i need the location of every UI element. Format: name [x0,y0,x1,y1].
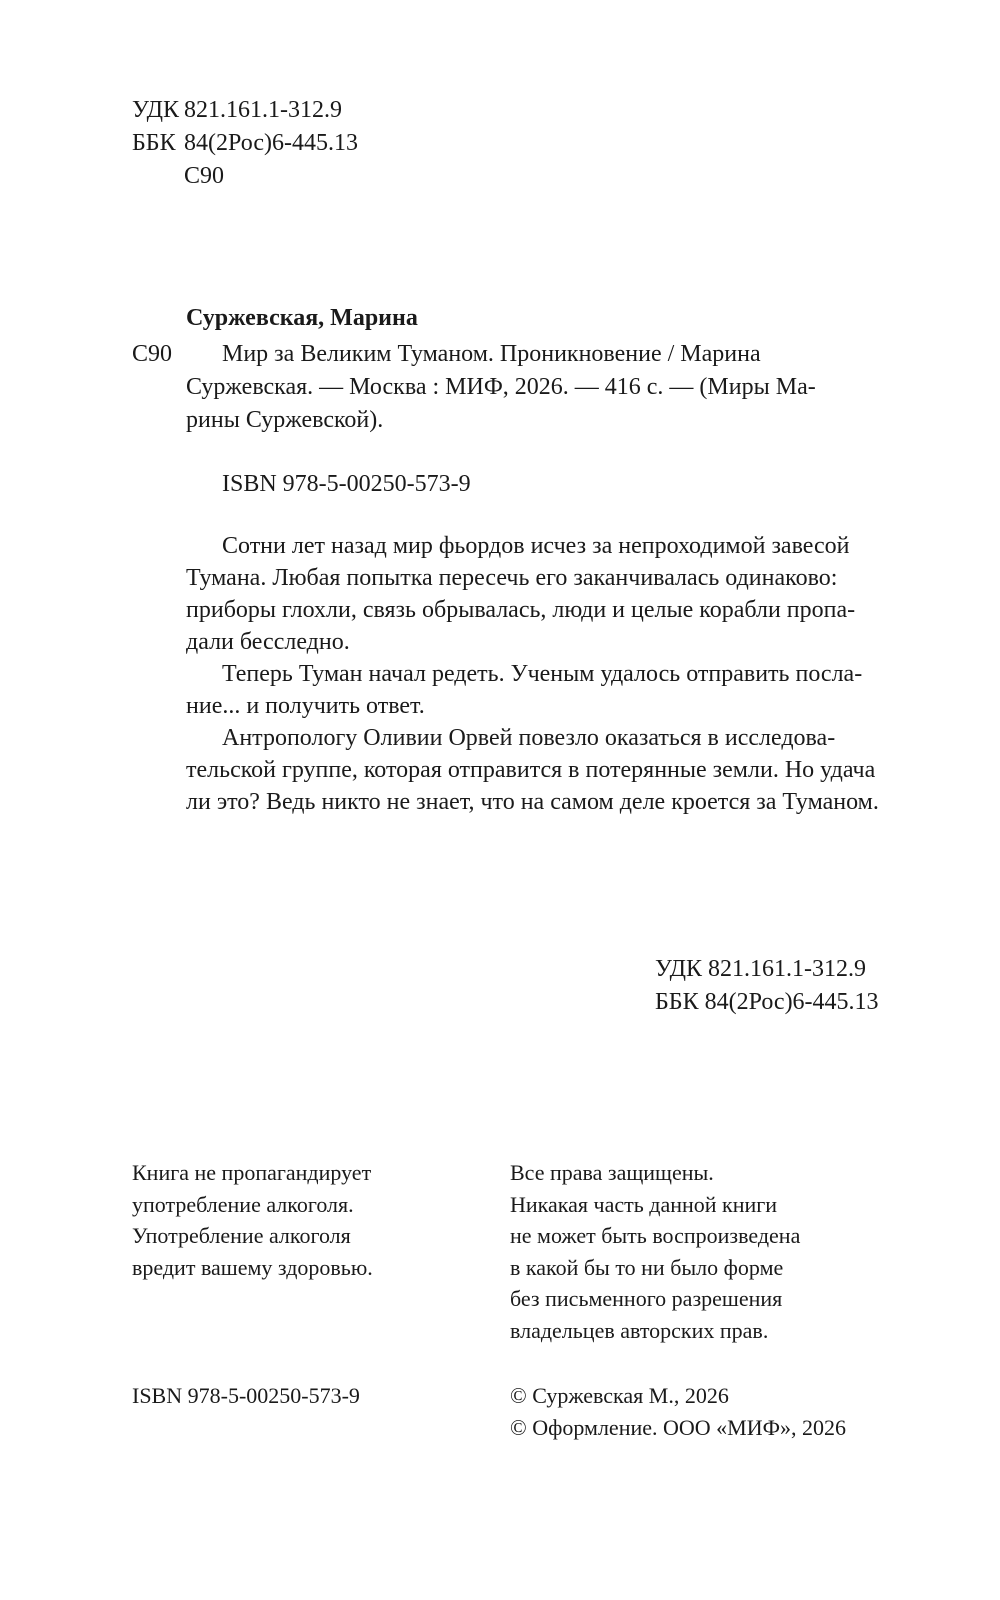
bib-line: Мир за Великим Туманом. Проникновение / Марина [222,341,761,367]
annotation-line: приборы глохли, связь обрывалась, люди и целые корабли пропа- [186,597,856,623]
udk-label: УДК [132,97,179,123]
bbk-code: ББК 84(2Рос)6-445.13 [655,989,879,1015]
rights-line: владельцев авторских прав. [510,1317,769,1343]
udk-value: 821.161.1-312.9 [184,97,342,123]
bbk-value: 84(2Рос)6-445.13 [184,130,358,156]
copyright-author: © Суржевская М., 2026 [510,1383,729,1408]
warning-line: употребление алкоголя. [132,1191,354,1217]
bib-line: Суржевская. — Москва : МИФ, 2026. — 416 с. — (Миры Ма- [186,374,816,400]
rights-line: Никакая часть данной книги [510,1191,778,1217]
classification-codes-bottom [655,953,879,1019]
warning-line: Книга не пропагандирует [132,1160,372,1185]
warning-line: Употребление алкоголя [132,1223,351,1248]
annotation-line: ние... и получить ответ. [186,693,425,719]
alcohol-warning [132,1157,472,1283]
annotation [186,530,886,818]
udk-line [132,94,358,127]
copyright-block [510,1380,846,1444]
imprint-isbn: ISBN 978-5-00250-573-9 [132,1383,360,1408]
annotation-line: Тумана. Любая попытка пересечь его заканчивалась одинаково: [186,565,838,591]
author-heading: Суржевская, Марина [186,305,418,331]
bbk-line [132,127,358,160]
bibliographic-description [186,338,886,437]
annotation-line: Сотни лет назад мир фьордов исчез за непроходимой завесой [222,533,850,559]
cutter-mark: С90 [132,341,173,367]
record-isbn: ISBN 978-5-00250-573-9 [222,471,471,497]
warning-line: вредит вашему здоровью. [132,1254,373,1280]
udk-code: УДК 821.161.1-312.9 [655,956,866,982]
rights-line: Все права защищены. [510,1160,714,1185]
annotation-line: Антропологу Оливии Орвей повезло оказаться в исследова- [222,725,836,751]
annotation-line: тельской группе, которая отправится в потерянные земли. Но удача [186,757,876,783]
bbk-label: ББК [132,130,176,156]
bib-line: рины Суржевской). [186,407,384,433]
rights-notice [510,1157,910,1346]
annotation-line: дали бесследно. [186,629,350,655]
copyright-design: © Оформление. ООО «МИФ», 2026 [510,1415,846,1440]
rights-line: без письменного разрешения [510,1286,783,1311]
annotation-line: Теперь Туман начал редеть. Ученым удалось отправить посла- [222,661,863,687]
author-cutter-code: С90 [184,163,225,189]
classification-codes-top [132,94,358,193]
rights-line: в какой бы то ни было форме [510,1254,784,1280]
annotation-line: ли это? Ведь никто не знает, что на самом деле кроется за Туманом. [186,789,879,815]
rights-line: не может быть воспроизведена [510,1223,801,1248]
